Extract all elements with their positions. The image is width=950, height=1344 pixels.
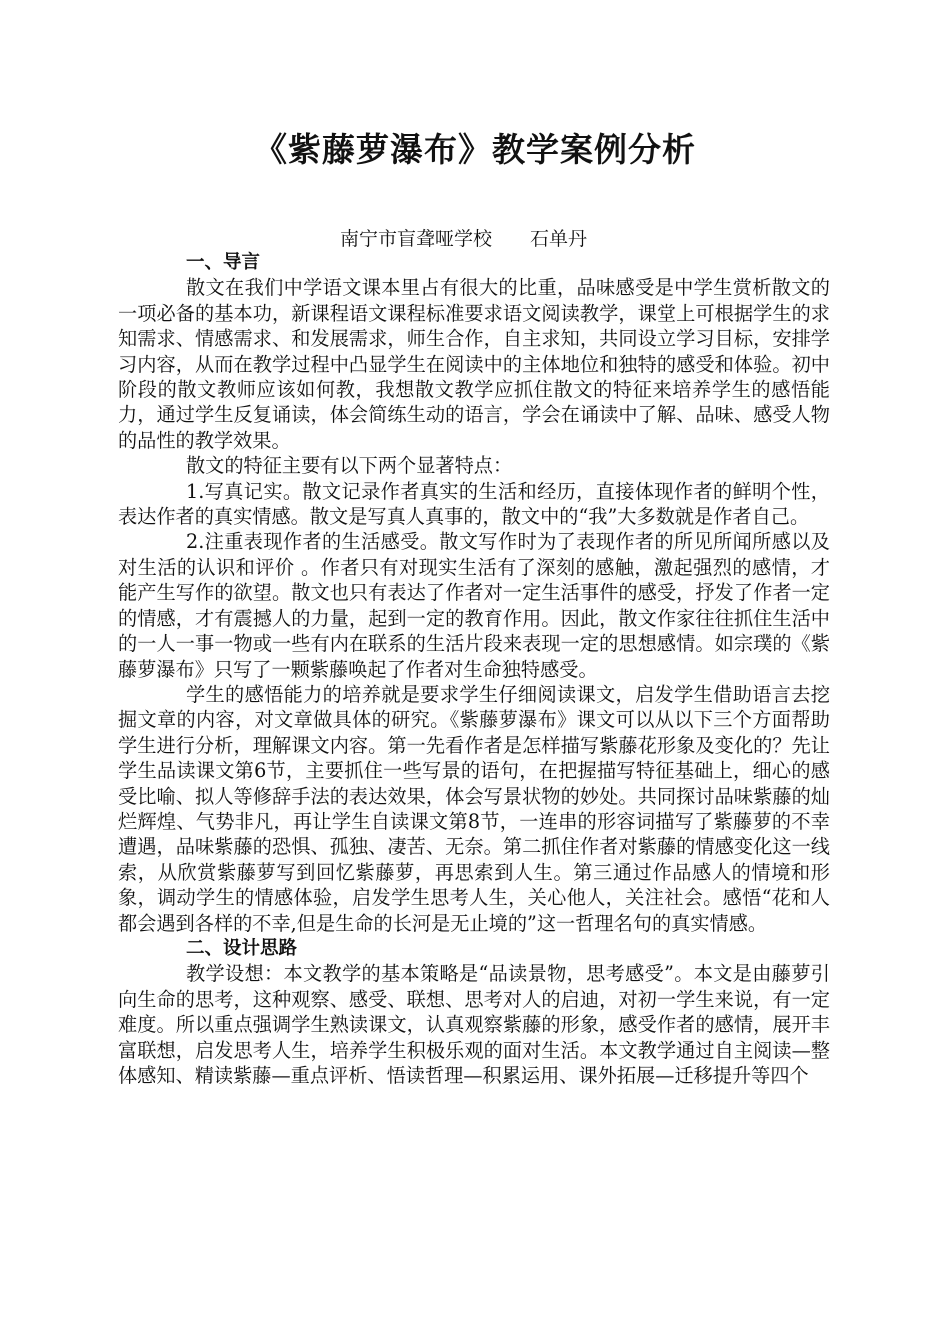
- body-paragraph: 散文在我们中学语文课本里占有很大的比重，品味感受是中学生赏析散文的一项必备的基本功，新课程语文课程标准要求语文阅读教学，课堂上可根据学生的求知需求、情感需求、和发展需求，师生合作，自主求知，共同设立学习目标，安排学习内容，从而在教学过程中凸显学生在阅读中的主体地位和独特的感受和体验。初中阶段的散文教师应该如何教，我想散文教学应抓住散文的特征来培养学生的感悟能力，通过学生反复诵读，体会简练生动的语言，学会在诵读中了解、品味、感受人物的品性的教学效果。: [118, 276, 830, 452]
- section-design-ideas: [118, 936, 830, 1088]
- body-paragraph: 1.写真记实。散文记录作者真实的生活和经历，直接体现作者的鲜明个性，表达作者的真实情感。散文是写真人真事的，散文中的“我”大多数就是作者自己。: [118, 479, 830, 529]
- body-paragraph: 学生的感悟能力的培养就是要求学生仔细阅读课文，启发学生借助语言去挖掘文章的内容，对文章做具体的研究。《紫藤萝瀑布》课文可以从以下三个方面帮助学生进行分析，理解课文内容。第一先看作者是怎样描写紫藤花形象及变化的？先让学生品读课文第6节，主要抓住一些写景的语句，在把握描写特征基础上，细心的感受比喻、拟人等修辞手法的表达效果，体会写景状物的妙处。共同探讨品味紫藤的灿烂辉煌、气势非凡，再让学生自读课文第8节，一连串的形容词描写了紫藤萝的不幸遭遇，品味紫藤的恐惧、孤独、凄苦、无奈。第二抓住作者对紫藤的情感变化这一线索，从欣赏紫藤萝写到回忆紫藤萝，再思索到人生。第三通过作品感人的情境和形象，调动学生的情感体验，启发学生思考人生，关心他人，关注社会。感悟“花和人都会遇到各样的不幸,但是生命的长河是无止境的”这一哲理名句的真实情感。: [118, 682, 830, 935]
- author-byline: 南宁市盲聋哑学校 石单丹: [340, 228, 588, 250]
- body-paragraph: 散文的特征主要有以下两个显著特点：: [186, 454, 513, 478]
- section-heading: 一、导言: [186, 252, 261, 273]
- section-introduction: [118, 250, 830, 936]
- document-body: [118, 250, 830, 1088]
- section-heading: 二、设计思路: [186, 937, 298, 959]
- body-paragraph: 2.注重表现作者的生活感受。散文写作时为了表现作者的所见所闻所感以及对生活的认识和评价 。作者只有对现实生活有了深刻的感触，激起强烈的感情，才能产生写作的欲望。散文也只有表达了作者对一定生活事件的感受，抒发了作者一定的情感，才有震撼人的力量，起到一定的教育作用。因此，散文作家往往抓住生活中的一人一事一物或一些有内在联系的生活片段来表现一定的思想感情。如宗璞的《紫藤萝瀑布》只写了一颗紫藤唤起了作者对生命独特感受。: [118, 530, 830, 681]
- document-title: 《紫藤萝瀑布》教学案例分析: [254, 130, 696, 169]
- body-paragraph: 教学设想：本文教学的基本策略是“品读景物，思考感受”。本文是由藤萝引向生命的思考，这种观察、感受、联想、思考对人的启迪，对初一学生来说，有一定难度。所以重点强调学生熟读课文，认真观察紫藤的形象，感受作者的感情，展开丰富联想，启发思考人生，培养学生积极乐观的面对生活。本文教学通过自主阅读—整体感知、精读紫藤—重点评析、悟读哲理—积累运用、课外拓展—迁移提升等四个: [118, 962, 830, 1087]
